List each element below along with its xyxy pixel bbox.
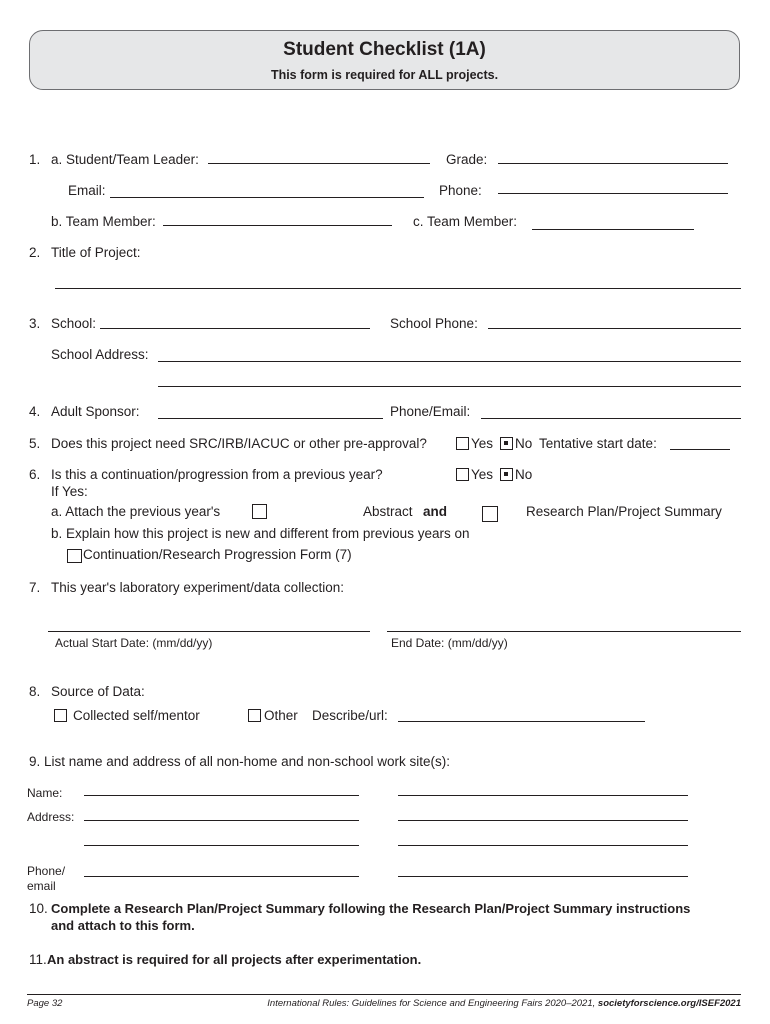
- abstract-checkbox[interactable]: [252, 504, 267, 519]
- leader-field[interactable]: [208, 163, 430, 164]
- q10-text-line1: Complete a Research Plan/Project Summary following the Research Plan/Project Summary instructions: [51, 901, 691, 916]
- source-data-label: Source of Data:: [51, 684, 145, 699]
- title-label: Title of Project:: [51, 245, 141, 260]
- grade-label: Grade:: [446, 152, 488, 167]
- other-checkbox[interactable]: [248, 709, 261, 722]
- form-header: [29, 30, 740, 90]
- grade-field[interactable]: [498, 163, 728, 164]
- describe-url-label: Describe/url:: [312, 708, 388, 723]
- collected-self-label: Collected self/mentor: [73, 708, 200, 723]
- site2-address-field-2[interactable]: [398, 845, 688, 846]
- q5-number: 5.: [29, 436, 41, 451]
- q8-number: 8.: [29, 684, 41, 699]
- q6-yes-label: Yes: [471, 467, 494, 482]
- email-label-line2: email: [27, 879, 56, 893]
- footer-citation: [267, 998, 741, 1009]
- q6-question: Is this a continuation/progression from a previous year?: [51, 467, 383, 482]
- phone-label: Phone:: [439, 183, 482, 198]
- worksite-label: 9. List name and address of all non-home and non-school work site(s):: [29, 754, 450, 769]
- explain-label: b. Explain how this project is new and different from previous years on: [51, 526, 470, 541]
- sponsor-phone-email-field[interactable]: [481, 418, 741, 419]
- q4-number: 4.: [29, 404, 41, 419]
- footer-url: societyforscience.org/ISEF2021: [597, 998, 741, 1009]
- member-b-label: b. Team Member:: [51, 214, 156, 229]
- member-b-field[interactable]: [163, 225, 392, 226]
- title-field[interactable]: [55, 288, 741, 289]
- continuation-form-label: Continuation/Research Progression Form (7): [83, 547, 352, 562]
- school-address-label: School Address:: [51, 347, 149, 362]
- continuation-form-checkbox[interactable]: [67, 549, 82, 563]
- start-date-label: Actual Start Date: (mm/dd/yy): [55, 636, 213, 650]
- q6-number: 6.: [29, 467, 41, 482]
- form-title: Student Checklist (1A): [283, 39, 486, 60]
- collected-self-checkbox[interactable]: [54, 709, 67, 722]
- sponsor-field[interactable]: [158, 418, 383, 419]
- phone-label-line1: Phone/: [27, 864, 66, 878]
- q11-text: An abstract is required for all projects after experimentation.: [47, 952, 422, 967]
- q5-no-label: No: [515, 436, 533, 451]
- experiment-label: This year's laboratory experiment/data collection:: [51, 580, 344, 595]
- tentative-start-label: Tentative start date:: [539, 436, 657, 451]
- school-address-field-1[interactable]: [158, 361, 741, 362]
- and-label: and: [423, 504, 448, 519]
- q3-number: 3.: [29, 316, 41, 331]
- q6-yes-checkbox[interactable]: [456, 468, 469, 481]
- school-phone-label: School Phone:: [390, 316, 478, 331]
- q5-yes-checkbox[interactable]: [456, 437, 469, 450]
- end-date-field[interactable]: [387, 631, 741, 632]
- q7-number: 7.: [29, 580, 41, 595]
- q2-number: 2.: [29, 245, 41, 260]
- footer-source: International Rules: Guidelines for Science and Engineering Fairs 2020–2021,: [267, 998, 596, 1009]
- q6-no-label: No: [515, 467, 533, 482]
- sponsor-phone-email-label: Phone/Email:: [390, 404, 471, 419]
- form-subtitle: This form is required for ALL projects.: [270, 68, 499, 82]
- other-label: Other: [264, 708, 298, 723]
- site1-name-field[interactable]: [84, 795, 359, 796]
- site2-phone-email-field[interactable]: [398, 876, 688, 877]
- email-field[interactable]: [110, 197, 424, 198]
- end-date-label: End Date: (mm/dd/yy): [391, 636, 508, 650]
- phone-field[interactable]: [498, 193, 728, 194]
- site1-phone-email-field[interactable]: [84, 876, 359, 877]
- start-date-field[interactable]: [48, 631, 370, 632]
- q10-text-line2: and attach to this form.: [51, 918, 195, 933]
- site1-address-field-2[interactable]: [84, 845, 359, 846]
- research-plan-label: Research Plan/Project Summary: [526, 504, 722, 519]
- attach-previous-label: a. Attach the previous year's: [51, 504, 221, 519]
- site1-address-field-1[interactable]: [84, 820, 359, 821]
- leader-label: a. Student/Team Leader:: [51, 152, 199, 167]
- if-yes-label: If Yes:: [51, 484, 88, 499]
- q1-number: 1.: [29, 152, 41, 167]
- site2-address-field-1[interactable]: [398, 820, 688, 821]
- page-number: Page 32: [27, 998, 63, 1009]
- q10-number: 10.: [29, 901, 48, 916]
- address-label: Address:: [27, 810, 75, 824]
- school-field[interactable]: [100, 328, 370, 329]
- school-phone-field[interactable]: [488, 328, 741, 329]
- research-plan-checkbox[interactable]: [482, 506, 498, 522]
- email-label: Email:: [68, 183, 106, 198]
- member-c-label: c. Team Member:: [413, 214, 518, 229]
- q6-no-checkbox[interactable]: [500, 468, 513, 481]
- describe-url-field[interactable]: [398, 721, 645, 722]
- name-label: Name:: [27, 786, 63, 800]
- footer-divider: [27, 994, 741, 995]
- tentative-start-field[interactable]: [670, 449, 730, 450]
- q5-no-checkbox[interactable]: [500, 437, 513, 450]
- school-label: School:: [51, 316, 97, 331]
- q5-yes-label: Yes: [471, 436, 494, 451]
- q5-question: Does this project need SRC/IRB/IACUC or other pre-approval?: [51, 436, 427, 451]
- abstract-label: Abstract: [363, 504, 413, 519]
- sponsor-label: Adult Sponsor:: [51, 404, 140, 419]
- school-address-field-2[interactable]: [158, 386, 741, 387]
- member-c-field[interactable]: [532, 229, 694, 230]
- site2-name-field[interactable]: [398, 795, 688, 796]
- q11-number: 11.: [29, 952, 47, 967]
